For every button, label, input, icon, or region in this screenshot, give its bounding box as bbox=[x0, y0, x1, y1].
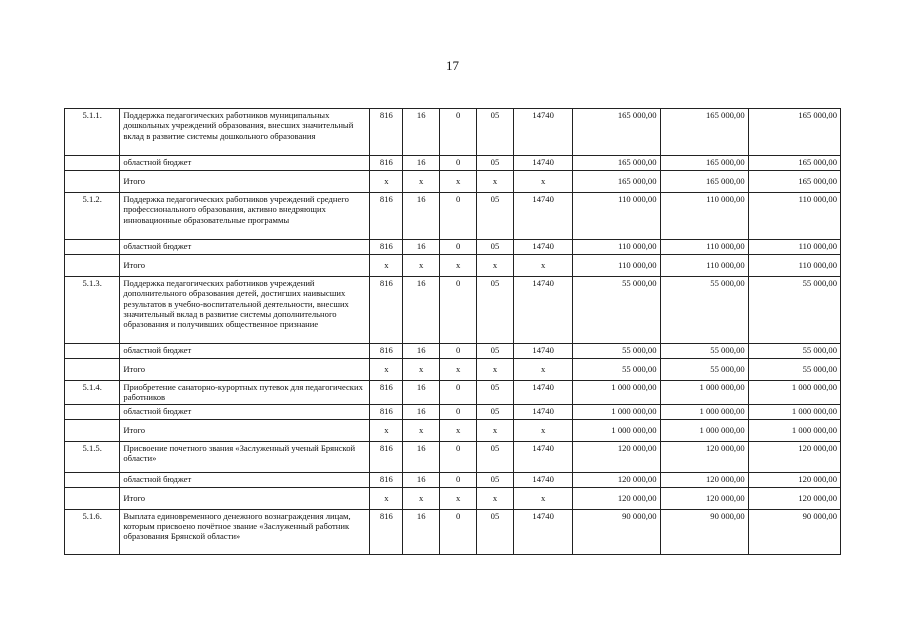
x-cell: x bbox=[513, 419, 572, 441]
amount-cell: 1 000 000,00 bbox=[748, 404, 840, 419]
code-cell: 816 bbox=[370, 404, 403, 419]
code-cell: 05 bbox=[477, 240, 514, 255]
row-description: Итого bbox=[120, 359, 370, 381]
amount-cell: 55 000,00 bbox=[573, 344, 660, 359]
code-cell: 16 bbox=[403, 193, 440, 240]
code-cell: 16 bbox=[403, 109, 440, 156]
amount-cell: 1 000 000,00 bbox=[573, 419, 660, 441]
x-cell: x bbox=[513, 359, 572, 381]
code-cell: 05 bbox=[477, 404, 514, 419]
code-cell: 16 bbox=[403, 509, 440, 554]
code-cell: 0 bbox=[440, 441, 477, 472]
budget-table bbox=[64, 108, 841, 555]
row-description: Итого bbox=[120, 419, 370, 441]
row-description: Итого bbox=[120, 171, 370, 193]
x-cell: x bbox=[370, 255, 403, 277]
code-cell: 14740 bbox=[513, 381, 572, 405]
x-cell: x bbox=[477, 419, 514, 441]
empty-cell bbox=[65, 255, 120, 277]
empty-cell bbox=[65, 472, 120, 487]
amount-cell: 55 000,00 bbox=[573, 277, 660, 344]
table-row bbox=[65, 344, 841, 359]
amount-cell: 1 000 000,00 bbox=[660, 404, 748, 419]
table-row bbox=[65, 487, 841, 509]
table-row bbox=[65, 381, 841, 405]
amount-cell: 120 000,00 bbox=[573, 441, 660, 472]
row-number: 5.1.5. bbox=[65, 441, 120, 472]
code-cell: 0 bbox=[440, 109, 477, 156]
x-cell: x bbox=[370, 419, 403, 441]
table-row bbox=[65, 193, 841, 240]
code-cell: 816 bbox=[370, 277, 403, 344]
amount-cell: 110 000,00 bbox=[748, 240, 840, 255]
amount-cell: 1 000 000,00 bbox=[748, 419, 840, 441]
code-cell: 05 bbox=[477, 109, 514, 156]
code-cell: 816 bbox=[370, 156, 403, 171]
code-cell: 0 bbox=[440, 156, 477, 171]
table-row bbox=[65, 404, 841, 419]
x-cell: x bbox=[440, 487, 477, 509]
empty-cell bbox=[65, 156, 120, 171]
code-cell: 816 bbox=[370, 193, 403, 240]
code-cell: 05 bbox=[477, 472, 514, 487]
empty-cell bbox=[65, 240, 120, 255]
code-cell: 14740 bbox=[513, 109, 572, 156]
code-cell: 05 bbox=[477, 193, 514, 240]
amount-cell: 120 000,00 bbox=[660, 472, 748, 487]
x-cell: x bbox=[513, 487, 572, 509]
code-cell: 14740 bbox=[513, 404, 572, 419]
amount-cell: 90 000,00 bbox=[660, 509, 748, 554]
code-cell: 816 bbox=[370, 381, 403, 405]
code-cell: 14740 bbox=[513, 277, 572, 344]
x-cell: x bbox=[403, 359, 440, 381]
amount-cell: 120 000,00 bbox=[660, 487, 748, 509]
table-row bbox=[65, 240, 841, 255]
empty-cell bbox=[65, 404, 120, 419]
amount-cell: 1 000 000,00 bbox=[660, 419, 748, 441]
table-row bbox=[65, 156, 841, 171]
code-cell: 816 bbox=[370, 441, 403, 472]
table-row bbox=[65, 255, 841, 277]
table-row bbox=[65, 171, 841, 193]
code-cell: 0 bbox=[440, 509, 477, 554]
code-cell: 816 bbox=[370, 472, 403, 487]
x-cell: x bbox=[440, 359, 477, 381]
amount-cell: 110 000,00 bbox=[748, 193, 840, 240]
code-cell: 05 bbox=[477, 509, 514, 554]
amount-cell: 120 000,00 bbox=[748, 441, 840, 472]
x-cell: x bbox=[477, 487, 514, 509]
code-cell: 16 bbox=[403, 404, 440, 419]
empty-cell bbox=[65, 359, 120, 381]
amount-cell: 110 000,00 bbox=[573, 255, 660, 277]
table-row bbox=[65, 419, 841, 441]
row-description: областной бюджет bbox=[120, 240, 370, 255]
code-cell: 14740 bbox=[513, 441, 572, 472]
x-cell: x bbox=[477, 359, 514, 381]
x-cell: x bbox=[477, 171, 514, 193]
amount-cell: 55 000,00 bbox=[660, 344, 748, 359]
row-description: областной бюджет bbox=[120, 344, 370, 359]
table-row bbox=[65, 441, 841, 472]
code-cell: 16 bbox=[403, 240, 440, 255]
code-cell: 14740 bbox=[513, 344, 572, 359]
code-cell: 14740 bbox=[513, 509, 572, 554]
amount-cell: 165 000,00 bbox=[573, 171, 660, 193]
amount-cell: 1 000 000,00 bbox=[748, 381, 840, 405]
amount-cell: 165 000,00 bbox=[748, 109, 840, 156]
amount-cell: 90 000,00 bbox=[573, 509, 660, 554]
code-cell: 05 bbox=[477, 381, 514, 405]
x-cell: x bbox=[403, 419, 440, 441]
table-row bbox=[65, 359, 841, 381]
code-cell: 0 bbox=[440, 193, 477, 240]
amount-cell: 165 000,00 bbox=[660, 109, 748, 156]
row-description: областной бюджет bbox=[120, 404, 370, 419]
code-cell: 16 bbox=[403, 472, 440, 487]
empty-cell bbox=[65, 344, 120, 359]
x-cell: x bbox=[440, 171, 477, 193]
amount-cell: 165 000,00 bbox=[748, 156, 840, 171]
row-description: областной бюджет bbox=[120, 156, 370, 171]
code-cell: 14740 bbox=[513, 240, 572, 255]
row-description: Приобретение санаторно-курортных путевок для педагогических работников bbox=[120, 381, 370, 405]
code-cell: 16 bbox=[403, 277, 440, 344]
code-cell: 0 bbox=[440, 277, 477, 344]
amount-cell: 110 000,00 bbox=[660, 255, 748, 277]
amount-cell: 55 000,00 bbox=[748, 359, 840, 381]
code-cell: 05 bbox=[477, 344, 514, 359]
empty-cell bbox=[65, 419, 120, 441]
x-cell: x bbox=[513, 171, 572, 193]
row-description: Поддержка педагогических работников учреждений дополнительного образования детей, достигших наивысших результатов в учебно-воспитательной деятельности, внесших значительный вклад в развитие системы дополнительного образования и получивших общественное признание bbox=[120, 277, 370, 344]
page-number: 17 bbox=[446, 58, 459, 73]
x-cell: x bbox=[440, 255, 477, 277]
row-description: областной бюджет bbox=[120, 472, 370, 487]
code-cell: 0 bbox=[440, 344, 477, 359]
code-cell: 14740 bbox=[513, 156, 572, 171]
amount-cell: 165 000,00 bbox=[660, 171, 748, 193]
x-cell: x bbox=[370, 487, 403, 509]
table-row bbox=[65, 109, 841, 156]
x-cell: x bbox=[477, 255, 514, 277]
code-cell: 16 bbox=[403, 381, 440, 405]
amount-cell: 120 000,00 bbox=[748, 472, 840, 487]
x-cell: x bbox=[403, 255, 440, 277]
amount-cell: 55 000,00 bbox=[660, 277, 748, 344]
code-cell: 816 bbox=[370, 109, 403, 156]
row-number: 5.1.2. bbox=[65, 193, 120, 240]
code-cell: 05 bbox=[477, 277, 514, 344]
amount-cell: 110 000,00 bbox=[573, 240, 660, 255]
x-cell: x bbox=[403, 487, 440, 509]
row-description: Итого bbox=[120, 487, 370, 509]
row-number: 5.1.4. bbox=[65, 381, 120, 405]
empty-cell bbox=[65, 487, 120, 509]
amount-cell: 90 000,00 bbox=[748, 509, 840, 554]
row-number: 5.1.3. bbox=[65, 277, 120, 344]
row-number: 5.1.6. bbox=[65, 509, 120, 554]
table-row bbox=[65, 509, 841, 554]
code-cell: 816 bbox=[370, 240, 403, 255]
amount-cell: 120 000,00 bbox=[660, 441, 748, 472]
code-cell: 16 bbox=[403, 441, 440, 472]
table-row bbox=[65, 277, 841, 344]
code-cell: 16 bbox=[403, 156, 440, 171]
amount-cell: 55 000,00 bbox=[660, 359, 748, 381]
x-cell: x bbox=[370, 359, 403, 381]
amount-cell: 55 000,00 bbox=[748, 277, 840, 344]
amount-cell: 165 000,00 bbox=[748, 171, 840, 193]
amount-cell: 55 000,00 bbox=[748, 344, 840, 359]
amount-cell: 165 000,00 bbox=[573, 109, 660, 156]
amount-cell: 1 000 000,00 bbox=[660, 381, 748, 405]
code-cell: 0 bbox=[440, 404, 477, 419]
row-description: Итого bbox=[120, 255, 370, 277]
code-cell: 816 bbox=[370, 509, 403, 554]
code-cell: 0 bbox=[440, 472, 477, 487]
row-number: 5.1.1. bbox=[65, 109, 120, 156]
amount-cell: 110 000,00 bbox=[660, 193, 748, 240]
amount-cell: 55 000,00 bbox=[573, 359, 660, 381]
amount-cell: 165 000,00 bbox=[660, 156, 748, 171]
code-cell: 0 bbox=[440, 240, 477, 255]
x-cell: x bbox=[513, 255, 572, 277]
code-cell: 14740 bbox=[513, 472, 572, 487]
row-description: Поддержка педагогических работников учреждений среднего профессионального образования, активно внедряющих инновационные образовательные программы bbox=[120, 193, 370, 240]
code-cell: 05 bbox=[477, 441, 514, 472]
table-row bbox=[65, 472, 841, 487]
code-cell: 14740 bbox=[513, 193, 572, 240]
amount-cell: 1 000 000,00 bbox=[573, 381, 660, 405]
code-cell: 05 bbox=[477, 156, 514, 171]
amount-cell: 165 000,00 bbox=[573, 156, 660, 171]
x-cell: x bbox=[370, 171, 403, 193]
amount-cell: 120 000,00 bbox=[573, 472, 660, 487]
amount-cell: 110 000,00 bbox=[748, 255, 840, 277]
row-description: Присвоение почетного звания «Заслуженный ученый Брянской области» bbox=[120, 441, 370, 472]
x-cell: x bbox=[403, 171, 440, 193]
x-cell: x bbox=[440, 419, 477, 441]
row-description: Поддержка педагогических работников муниципальных дошкольных учреждений образования, внесших значительный вклад в развитие системы дошкольного образования bbox=[120, 109, 370, 156]
amount-cell: 1 000 000,00 bbox=[573, 404, 660, 419]
empty-cell bbox=[65, 171, 120, 193]
amount-cell: 120 000,00 bbox=[573, 487, 660, 509]
amount-cell: 110 000,00 bbox=[573, 193, 660, 240]
row-description: Выплата единовременного денежного вознаграждения лицам, которым присвоено почётное звание «Заслуженный работник образования Брянской области» bbox=[120, 509, 370, 554]
code-cell: 0 bbox=[440, 381, 477, 405]
code-cell: 16 bbox=[403, 344, 440, 359]
amount-cell: 120 000,00 bbox=[748, 487, 840, 509]
amount-cell: 110 000,00 bbox=[660, 240, 748, 255]
code-cell: 816 bbox=[370, 344, 403, 359]
